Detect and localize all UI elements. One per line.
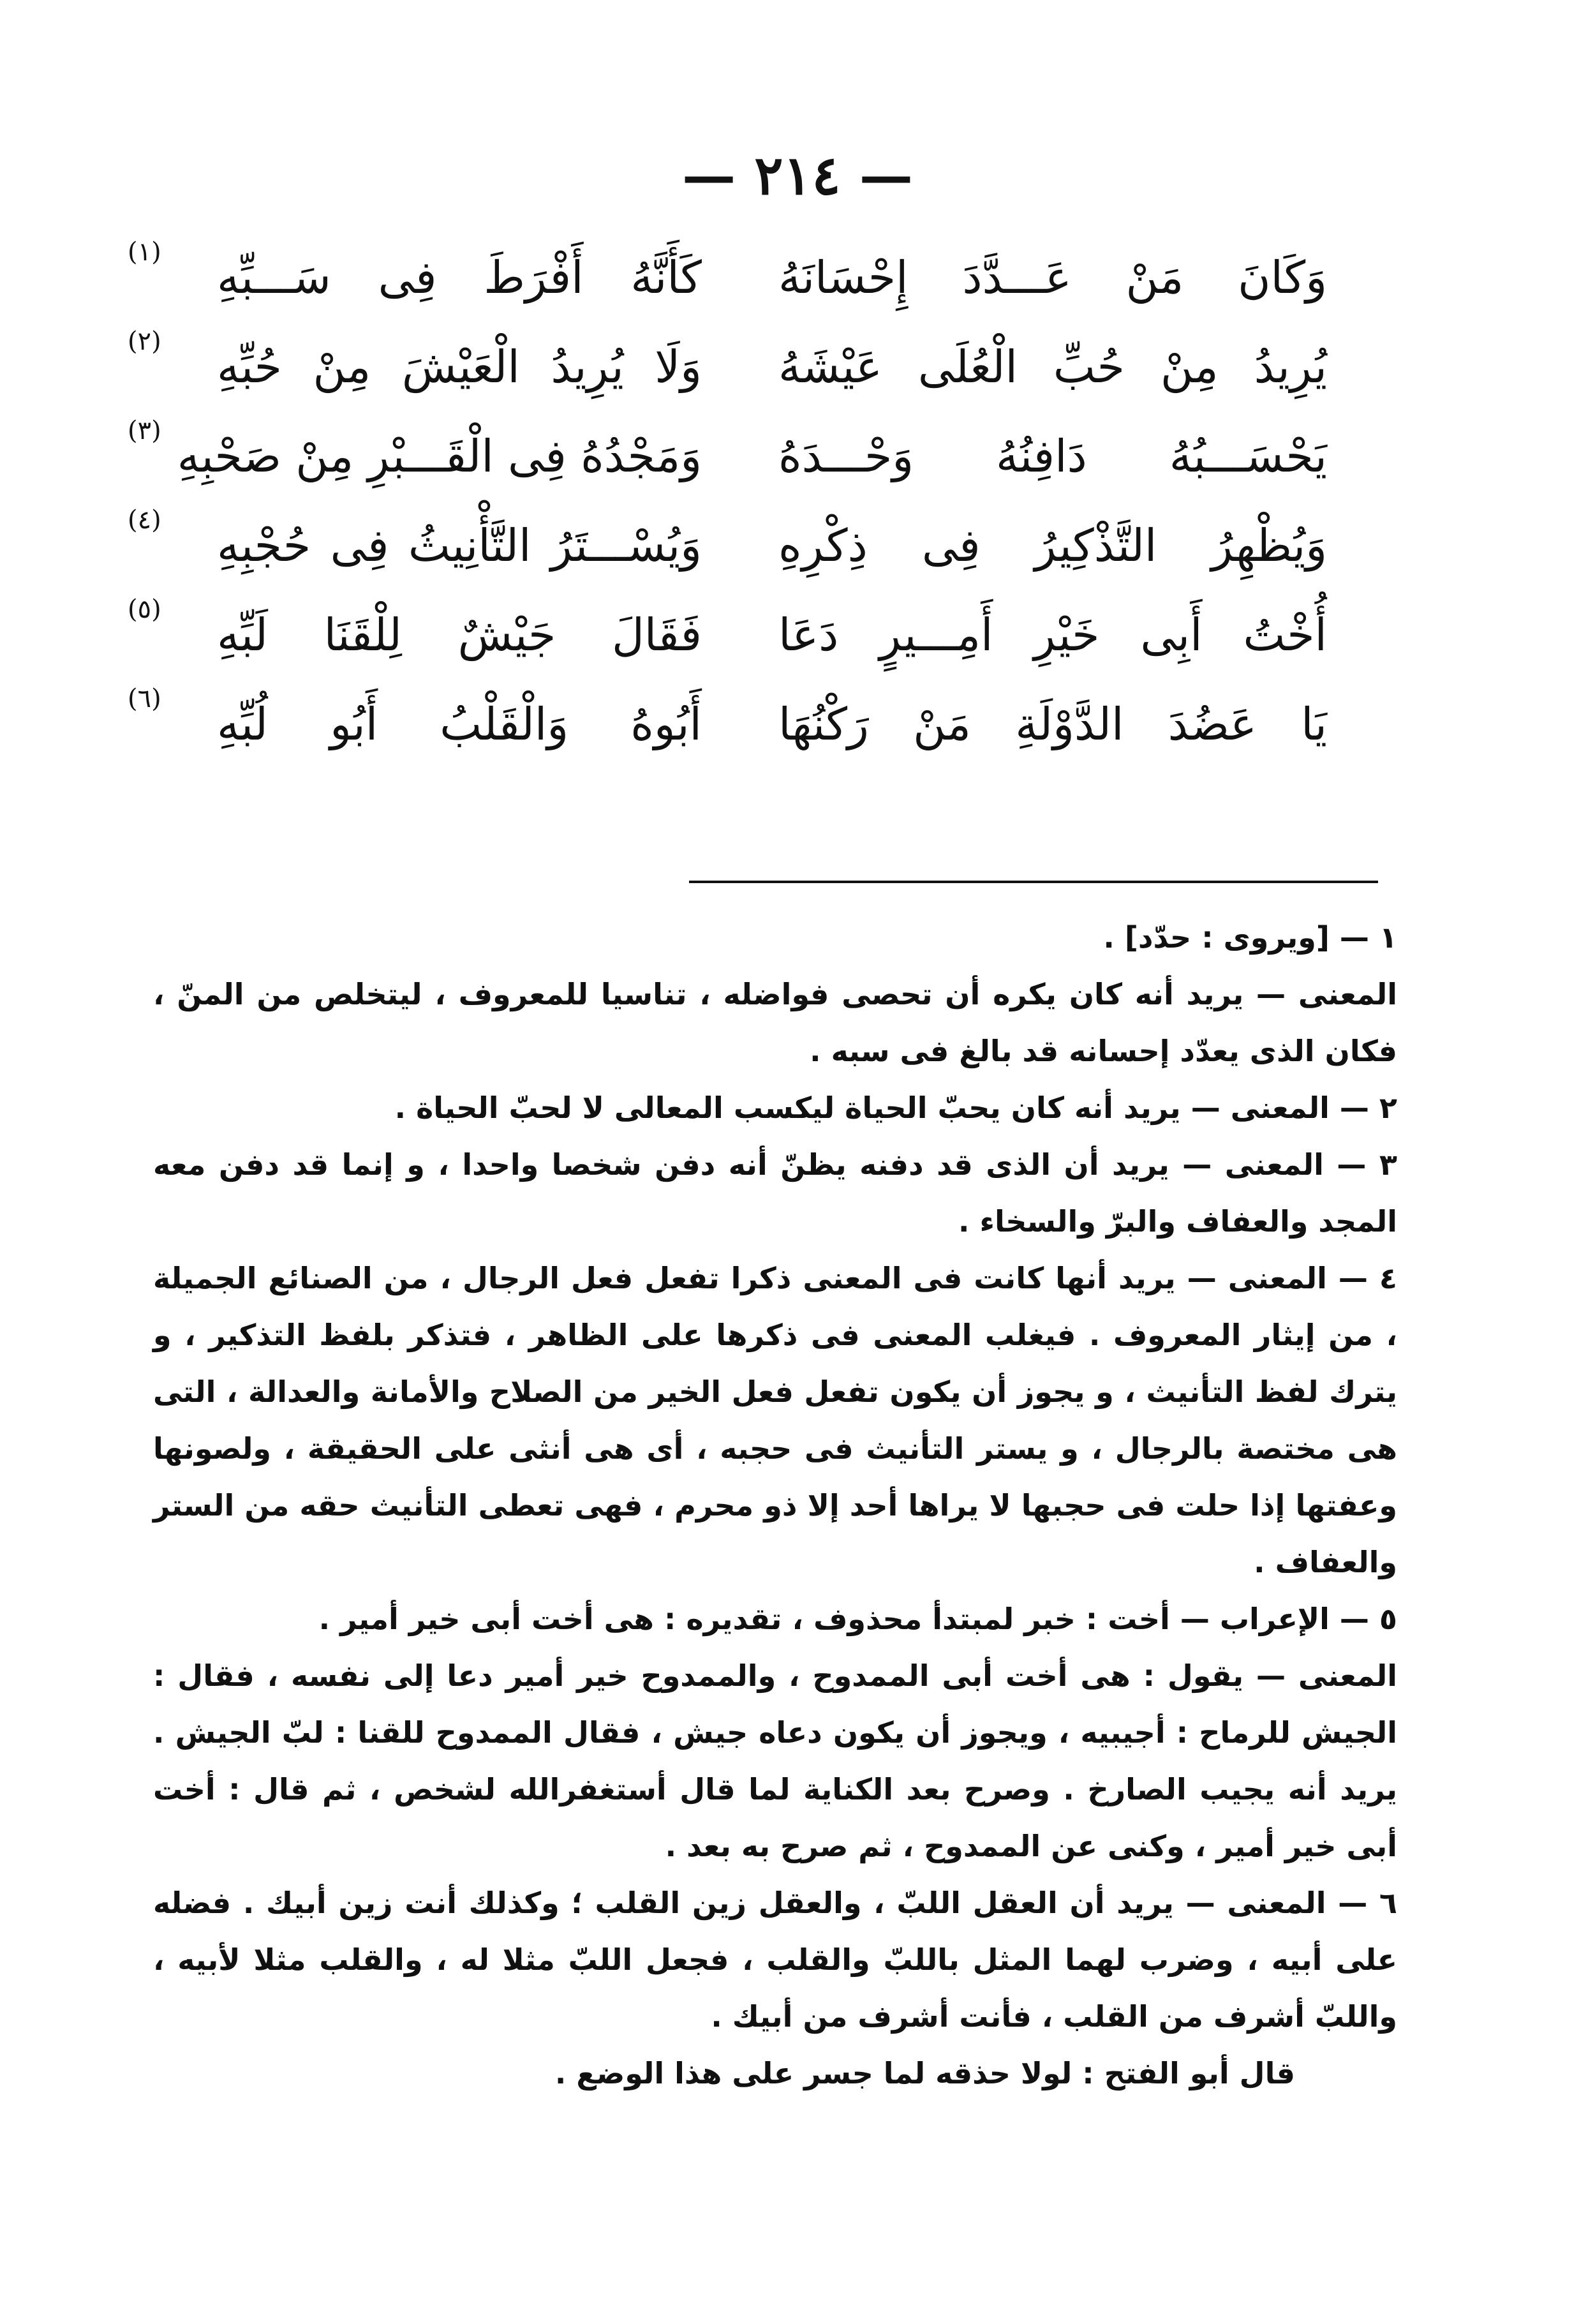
footnote-closing-remark: قال أبو الفتح : لولا حذقه لما جسر على هذا الوضع . (554, 2056, 1295, 2090)
footnote-6: ٦ — المعنى — يريد أن العقل اللبّ ، والعقل زين القلب ؛ وكذلك أنت زين أبيك . فضله على أبيه ، وضرب لهما المثل باللبّ والقلب ، فجعل اللبّ مثلا له ، والقلب مثلا لأبيه ، واللبّ أشرف من القلب ، فأنت أشرف من أبيك . (153, 1886, 1397, 2034)
verse-2-second-hemistich: وَلَا يُرِيدُ الْعَيْشَ مِنْ حُبِّهِ (217, 341, 702, 393)
verse-4-footnote-ref: (٤) (128, 505, 161, 535)
poem (128, 237, 1327, 778)
footnote-4: ٤ — المعنى — يريد أنها كانت فى المعنى ذكرا تفعل فعل الرجال ، من الصنائع الجميلة ، من إيثار المعروف . فيغلب المعنى فى ذكرها على الظاهر ، فتذكر بلفظ التذكير ، و يترك لفظ التأنيث ، و يجوز أن يكون تفعل فعل الخير من الصلاح والأمانة والعدالة ، التى هى مختصة بالرجال ، و يستر التأنيث فى حجبه ، أى هى أنثى على الحقيقة ، ولصونها وعفتها إذا حلت فى حجبها لا يراها أحد إلا ذو محرم ، فهى تعطى التأنيث حقه من الستر والعفاف . (153, 1261, 1397, 1579)
page-number: — ٢١٤ — (682, 144, 913, 207)
verse-3-footnote-ref: (٣) (128, 416, 161, 445)
verse-2 (128, 327, 1327, 421)
verse-1-footnote-ref: (١) (128, 237, 161, 267)
verse-6-footnote-ref: (٦) (128, 684, 161, 713)
verse-6 (128, 684, 1327, 778)
verse-5-footnote-ref: (٥) (128, 595, 161, 624)
footnote-1-variant: ١ — [ويروى : حدّد] . (1103, 920, 1397, 955)
verse-2-footnote-ref: (٢) (128, 327, 161, 356)
verse-5-first-hemistich: أُخْتُ أَبِى خَيْرِ أَمِـــيرٍ دَعَا (778, 609, 1327, 661)
footnote-5-grammar: ٥ — الإعراب — أخت : خبر لمبتدأ محذوف ، تقديره : هى أخت أبى خير أمير . (318, 1602, 1397, 1636)
verse-3-second-hemistich: وَمَجْدُهُ فِى الْقَـــبْرِ مِنْ صَحْبِهِ (177, 430, 702, 482)
footnotes (153, 909, 1397, 2102)
verse-4-first-hemistich: وَيُظْهِرُ التَّذْكِيرُ فِى ذِكْرِهِ (778, 519, 1327, 572)
verse-5-second-hemistich: فَقَالَ جَيْشٌ لِلْقَنَا لَبِّهِ (217, 609, 702, 661)
verse-4-second-hemistich: وَيُسْـــتَرُ التَّأْنِيثُ فِى حُجْبِهِ (217, 519, 702, 572)
verse-2-first-hemistich: يُرِيدُ مِنْ حُبِّ الْعُلَى عَيْشَهُ (778, 341, 1327, 393)
verse-6-second-hemistich: أَبُوهُ وَالْقَلْبُ أَبُو لُبِّهِ (217, 698, 702, 750)
footnote-3: ٣ — المعنى — يريد أن الذى قد دفنه يظنّ أنه دفن شخصا واحدا ، و إنما قد دفن معه المجد والعفاف والبرّ والسخاء . (153, 1147, 1397, 1239)
verse-5 (128, 595, 1327, 689)
verse-1-second-hemistich: كَأَنَّهُ أَفْرَطَ فِى سَـــبِّهِ (217, 251, 702, 304)
verse-4 (128, 505, 1327, 600)
verse-3 (128, 416, 1327, 510)
footnote-5-meaning: المعنى — يقول : هى أخت أبى الممدوح ، والممدوح خير أمير دعا إلى نفسه ، فقال : الجيش للرماح : أجيبيه ، ويجوز أن يكون دعاه جيش ، فقال الممدوح للقنا : لبّ الجيش . يريد أنه يجيب الصارخ . وصرح بعد الكناية لما قال أستغفرالله لشخص ، ثم قال : أخت أبى خير أمير ، وكنى عن الممدوح ، ثم صرح به بعد . (153, 1658, 1397, 1863)
footnote-1-meaning: المعنى — يريد أنه كان يكره أن تحصى فواضله ، تناسيا للمعروف ، ليتخلص من المنّ ، فكان الذى يعدّد إحسانه قد بالغ فى سبه . (153, 977, 1397, 1068)
footnote-2: ٢ — المعنى — يريد أنه كان يحبّ الحياة ليكسب المعالى لا لحبّ الحياة . (394, 1091, 1397, 1125)
verse-1-first-hemistich: وَكَانَ مَنْ عَـــدَّدَ إِحْسَانَهُ (778, 251, 1327, 304)
verse-3-first-hemistich: يَحْسَـــبُهُ دَافِنُهُ وَحْـــدَهُ (778, 430, 1327, 482)
verse-1 (128, 237, 1327, 332)
footnote-divider (689, 881, 1378, 883)
verse-6-first-hemistich: يَا عَضُدَ الدَّوْلَةِ مَنْ رَكْنُهَا (778, 698, 1327, 750)
